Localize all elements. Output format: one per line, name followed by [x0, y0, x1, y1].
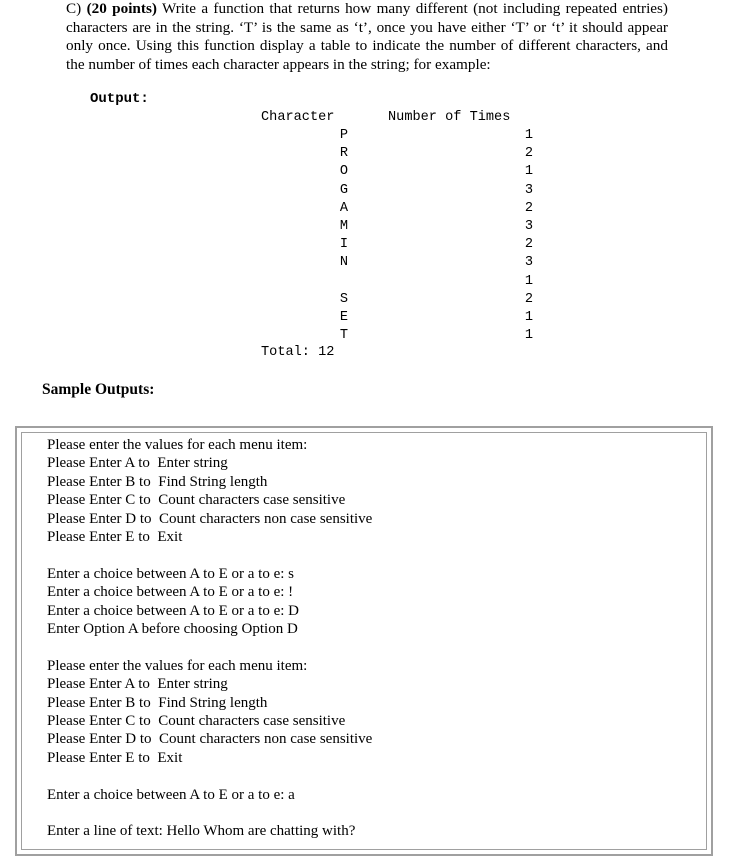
- console-line: Please Enter E to Exit: [47, 749, 183, 766]
- table-cell-character: T: [339, 328, 348, 344]
- sample-output-box: [15, 426, 713, 856]
- console-line: Please Enter A to Enter string: [47, 676, 228, 693]
- table-row: [0, 201, 735, 219]
- console-line: Enter a choice between A to E or a to e: D: [47, 602, 299, 619]
- console-line: Enter a line of text: Hello Whom are chatting with?: [47, 823, 356, 840]
- table-row: [0, 146, 735, 164]
- question-text: Write a function that returns how many different (not including repeated entries) characters are in the string. ‘T’ is the same as ‘t’, once you have either ‘T’ or ‘t’ it should appear only once. Using this function display a table to indicate the number of different characters, and the number of times each character appears in the string; for example:: [66, 0, 668, 73]
- sample-outputs-title: Sample Outputs:: [42, 381, 155, 398]
- table-row: [0, 255, 735, 273]
- table-header-character: Character: [261, 110, 335, 125]
- table-cell-count: 2: [524, 200, 533, 216]
- table-row: [0, 310, 735, 328]
- table-cell-character: A: [339, 200, 348, 216]
- console-line: Please Enter C to Count characters case sensitive: [47, 713, 346, 729]
- table-cell-character: R: [339, 146, 348, 162]
- console-line: Please Enter A to Enter string: [47, 455, 228, 472]
- table-cell-count: 1: [524, 128, 533, 143]
- table-cell-count: 2: [524, 291, 533, 307]
- table-cell-count: 1: [524, 328, 533, 344]
- table-cell-character: P: [339, 128, 348, 143]
- question-paragraph: [66, 0, 668, 74]
- table-cell-character: E: [339, 310, 348, 325]
- console-line: Enter Option A before choosing Option D: [47, 621, 298, 637]
- table-row: [0, 183, 735, 201]
- console-line: Enter a choice between A to E or a to e: !: [47, 584, 294, 601]
- table-cell-count: 1: [524, 164, 533, 180]
- console-line: Enter a choice between A to E or a to e: a: [47, 786, 295, 803]
- console-line: Please Enter E to Exit: [47, 529, 183, 545]
- console-line: Please Enter B to Find String length: [47, 473, 268, 490]
- table-cell-count: 3: [524, 219, 533, 234]
- table-cell-character: S: [339, 291, 348, 307]
- console-line: Enter a choice between A to E or a to e: s: [47, 565, 294, 582]
- table-cell-character: G: [339, 182, 348, 198]
- table-row: [0, 164, 735, 182]
- table-row: [0, 328, 735, 346]
- output-label: Output:: [90, 91, 149, 107]
- table-cell-character: N: [339, 255, 348, 271]
- table-row: [0, 237, 735, 255]
- table-header-number-of-times: Number of Times: [388, 110, 511, 125]
- table-cell-character: O: [339, 164, 348, 180]
- table-row: [0, 128, 735, 146]
- table-cell-count: 3: [524, 182, 533, 198]
- table-cell-count: 1: [524, 310, 533, 325]
- console-line: Please Enter C to Count characters case sensitive: [47, 492, 346, 509]
- table-row: [0, 292, 735, 310]
- table-cell-count: 2: [524, 237, 533, 253]
- table-cell-count: 3: [524, 255, 533, 271]
- table-cell-character: I: [339, 237, 348, 253]
- table-cell-count: 2: [524, 146, 533, 162]
- console-line: Please Enter B to Find String length: [47, 694, 268, 711]
- console-line: Please Enter D to Count characters non case sensitive: [47, 510, 373, 527]
- question-prefix: C): [66, 0, 87, 17]
- console-line: Please Enter D to Count characters non case sensitive: [47, 731, 373, 748]
- question-points: (20 points): [86, 0, 157, 17]
- table-total: Total: 12: [261, 345, 335, 360]
- table-cell-count: 1: [524, 273, 533, 289]
- table-cell-character: M: [339, 219, 348, 234]
- console-line: Please enter the values for each menu item:: [47, 657, 308, 674]
- table-row: [0, 219, 735, 237]
- console-line: Please enter the values for each menu item:: [47, 437, 308, 453]
- table-row: [0, 274, 735, 292]
